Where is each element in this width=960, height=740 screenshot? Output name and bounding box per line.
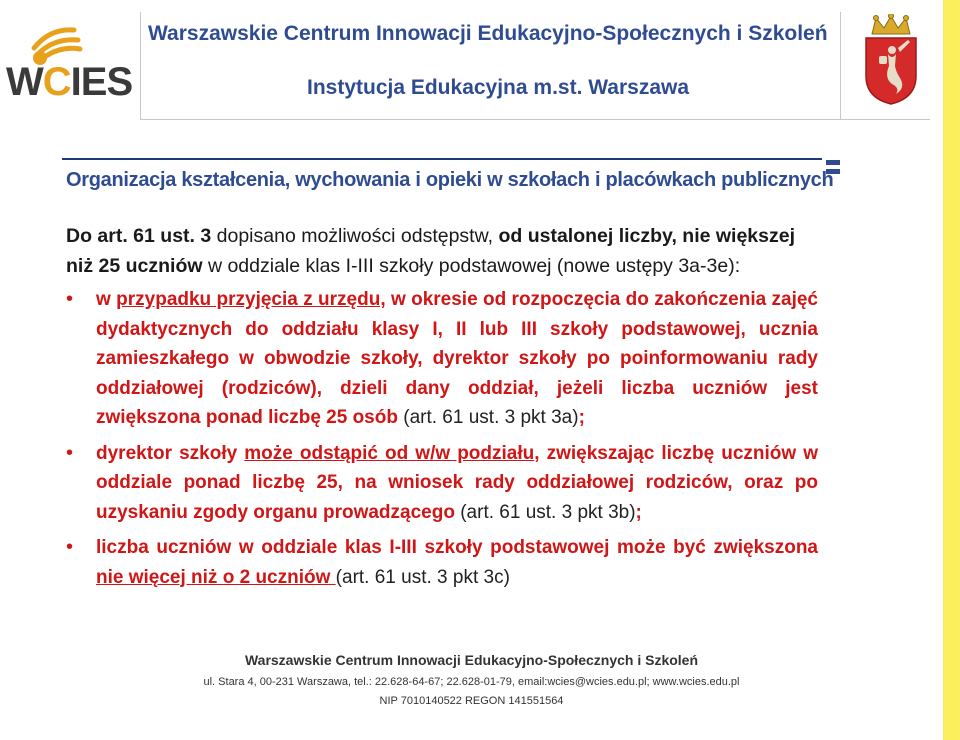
logo-wordmark: WCIES <box>6 60 133 104</box>
footer-tax-ids: NIP 7010140522 REGON 141551564 <box>379 695 564 707</box>
intro-article-ref: Do art. 61 ust. 3 <box>66 225 212 247</box>
footer-contact: ul. Stara 4, 00-231 Warszawa, tel.: 22.628-64-67; 22.628-01-79, email:wcies@wcies.edu.pl; www.wcies.edu.pl <box>203 676 740 688</box>
bullet-text: w <box>96 289 117 310</box>
list-item <box>66 439 818 528</box>
intro-text-end: w oddziale klas I-III szkoły podstawowej (nowe ustępy 3a-3e): <box>202 255 741 277</box>
list-item <box>66 285 818 433</box>
organization-name: Warszawskie Centrum Innowacji Edukacyjno-Społecznych i Szkoleń <box>148 22 828 45</box>
header-divider <box>140 12 141 120</box>
bullet-underlined-text: przypadku przyjęcia z urzędu, <box>116 289 386 310</box>
bullet-icon: • <box>66 441 74 464</box>
bullet-end-punct: ; <box>578 407 585 428</box>
bullet-text: , zwiększając liczbę uczniów w oddziale ponad liczbę 25, na wniosek rady oddziałowej rodziców, oraz po uzyskaniu zgody organu prowadzącego <box>96 442 819 523</box>
intro-emphasis: od ustalonej liczby, nie większej niż 25 uczniów <box>66 225 796 277</box>
intro-paragraph <box>66 221 821 281</box>
section-title: Organizacja kształcenia, wychowania i opieki w szkołach i placówkach publicznych <box>66 169 834 191</box>
footer-org-name: Warszawskie Centrum Innowacji Edukacyjno-Społecznych i Szkoleń <box>244 652 699 668</box>
rules-list <box>66 285 818 598</box>
warsaw-crest-icon <box>862 14 920 106</box>
header-rule <box>140 119 930 120</box>
bullet-end-punct: ; <box>635 501 642 523</box>
decorative-side-strip <box>943 0 960 740</box>
bullet-text: liczba uczniów w oddziale klas I-III szkoły podstawowej może być zwiększona <box>96 537 818 558</box>
article-reference: (art. 61 ust. 3 pkt 3b) <box>454 501 636 523</box>
list-item <box>66 533 818 592</box>
bullet-underlined-text: nie więcej niż o 2 uczniów <box>96 566 336 588</box>
article-reference: (art. 61 ust. 3 pkt 3a) <box>397 407 579 428</box>
organization-subtitle: Instytucja Edukacyjna m.st. Warszawa <box>306 76 690 99</box>
bullet-text: w okresie od rozpoczęcia do zakończenia zajęć dydaktycznych do oddziału klasy I, II lub III szkoły podstawowej, ucznia zamieszkałego w obwodzie szkoły, dyrektor szkoły po poinformowaniu rady oddziałowej (rodziców), dzieli dany oddział, jeżeli liczba uczniów jest zwiększona ponad liczbę 25 osób <box>96 289 818 428</box>
bullet-icon: • <box>66 536 74 558</box>
wcies-logo <box>0 18 133 104</box>
bullet-icon: • <box>66 288 74 310</box>
bullet-underlined-text: może odstąpić od w/w podziału <box>244 442 535 464</box>
article-reference: (art. 61 ust. 3 pkt 3c) <box>335 566 510 588</box>
section-rule <box>62 158 822 160</box>
intro-text: dopisano możliwości odstępstw, <box>211 225 499 247</box>
bullet-text: dyrektor szkoły <box>96 442 245 464</box>
